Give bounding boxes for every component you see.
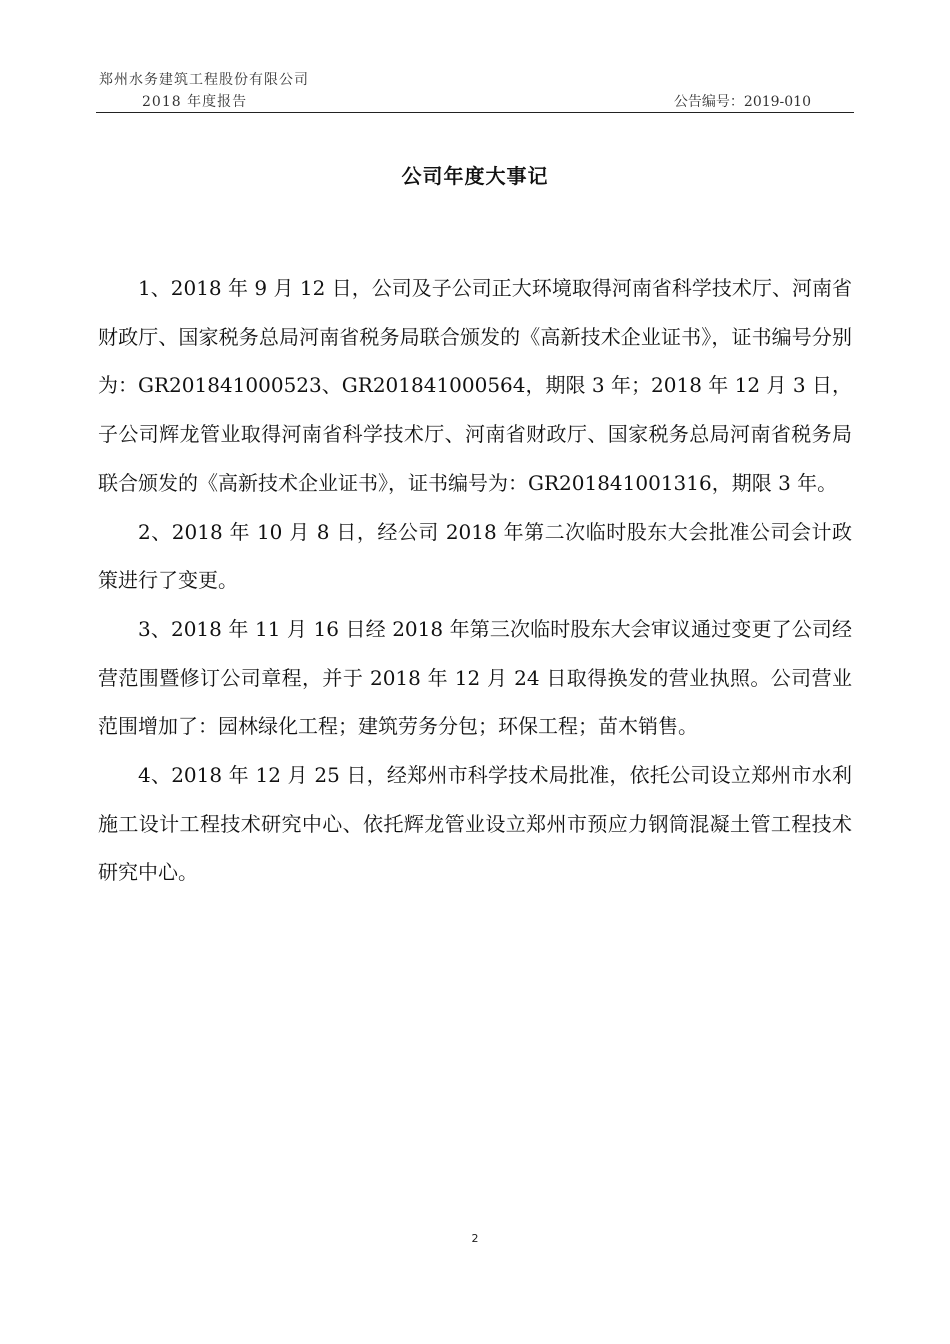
page-title: 公司年度大事记 — [401, 164, 549, 188]
paragraph-2: 2、2018 年 10 月 8 日，经公司 2018 年第二次临时股东大会批准公司会计政策进行了变更。 — [98, 519, 852, 593]
header-report-title: 2018 年度报告 — [142, 94, 248, 110]
page-number: 2 — [471, 1232, 479, 1245]
paragraph-4: 4、2018 年 12 月 25 日，经郑州市科学技术局批准，依托公司设立郑州市水利施工设计工程技术研究中心、依托辉龙管业设立郑州市预应力钢筒混凝土管工程技术研究中心。 — [98, 763, 852, 885]
header-notice-number: 公告编号：2019-010 — [673, 94, 811, 110]
paragraph-1: 1、2018 年 9 月 12 日，公司及子公司正大环境取得河南省科学技术厅、河南省财政厅、国家税务总局河南省税务局联合颁发的《高新技术企业证书》，证书编号分别为：GR201841000523、GR201841000564，期限 3 年；2018 年 12 月 3 日，子公司辉龙管业取得河南省科学技术厅、河南省财政厅、国家税务总局河南省税务局联合颁发的《高新技术企业证书》，证书编号为：GR201841001316，期限 3 年。 — [98, 276, 852, 495]
document-body — [98, 264, 852, 897]
header-divider — [96, 112, 854, 113]
header-company-name: 郑州水务建筑工程股份有限公司 — [99, 72, 309, 88]
paragraph-3: 3、2018 年 11 月 16 日经 2018 年第三次临时股东大会审议通过变更了公司经营范围暨修订公司章程，并于 2018 年 12 月 24 日取得换发的营业执照。公司营业范围增加了：园林绿化工程；建筑劳务分包；环保工程；苗木销售。 — [98, 616, 852, 739]
